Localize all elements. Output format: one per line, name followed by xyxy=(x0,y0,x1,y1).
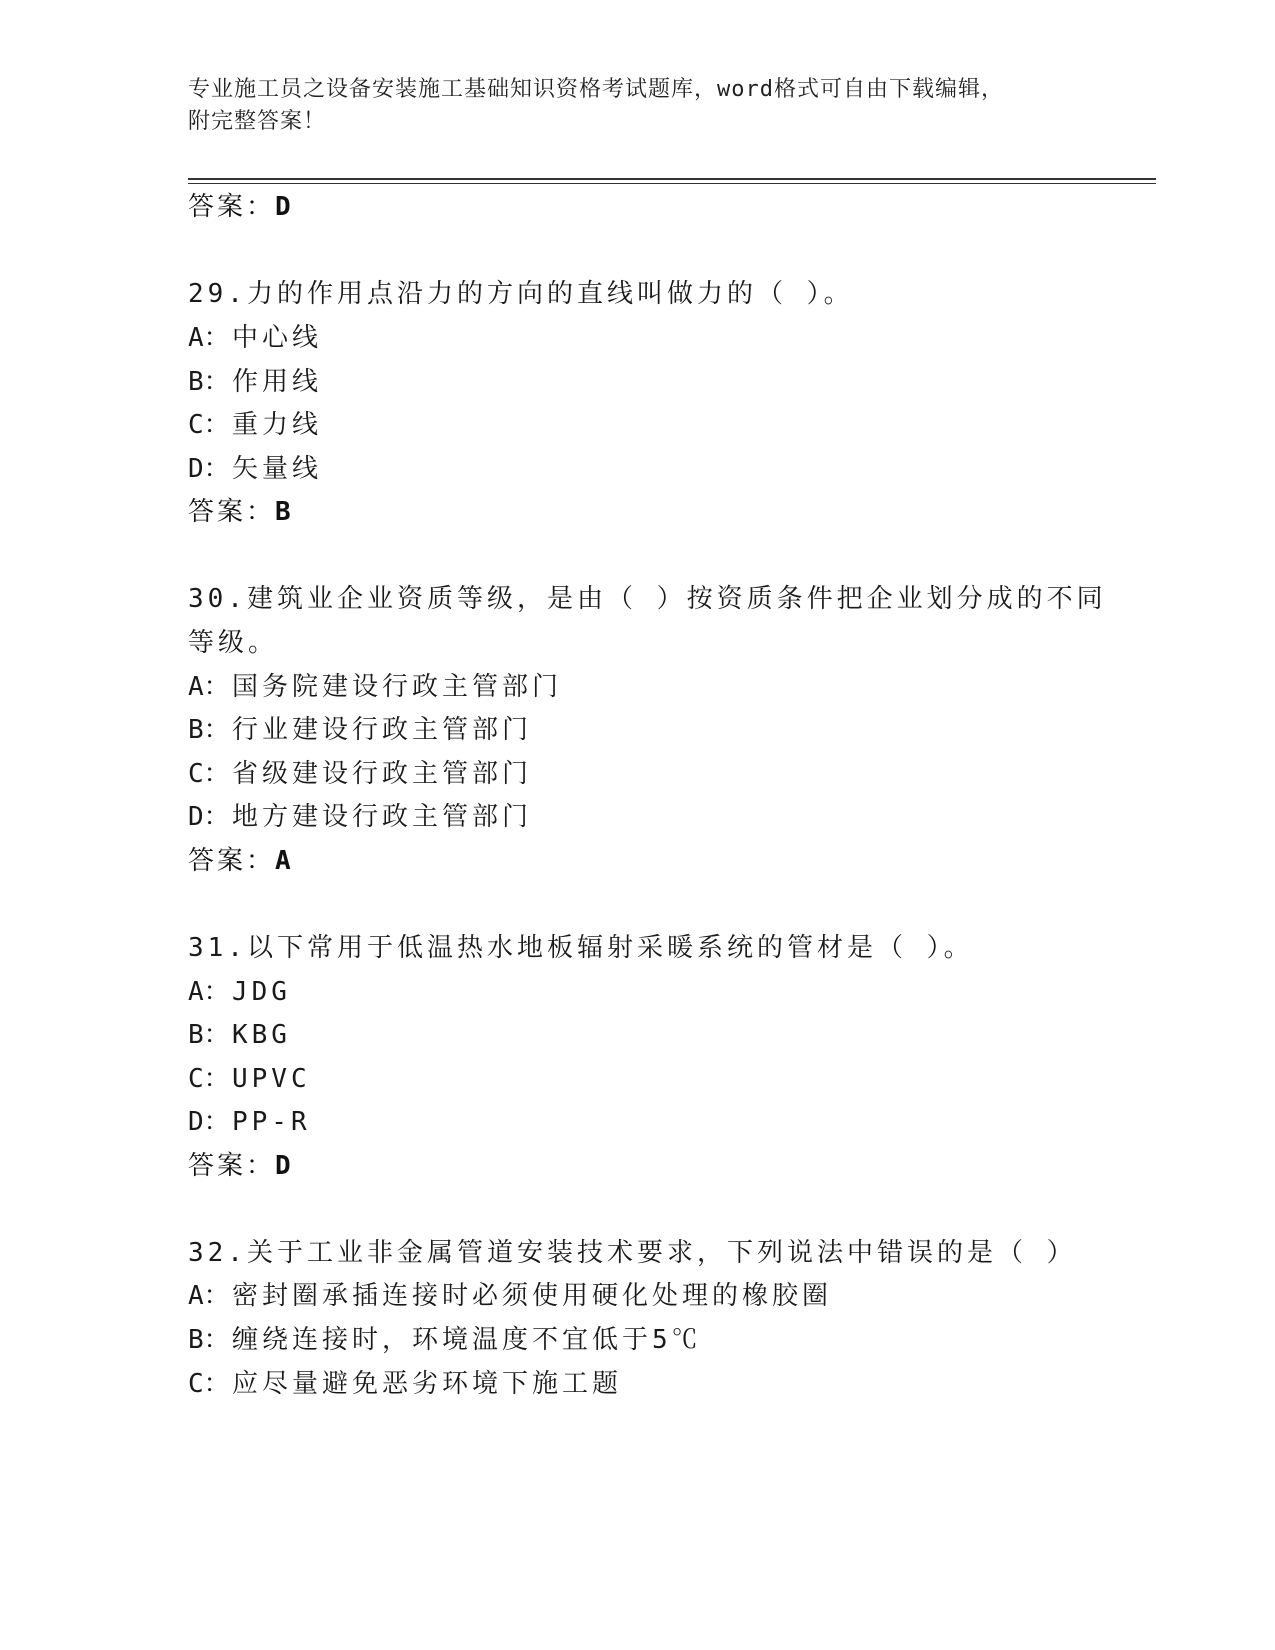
option-text: 应尽量避免恶劣环境下施工题 xyxy=(232,1369,623,1399)
option-item xyxy=(188,666,562,703)
option-item xyxy=(188,1058,311,1095)
answer-prefix: 答案： xyxy=(188,497,276,527)
answer-prefix: 答案： xyxy=(188,846,276,876)
question-stem: 30.建筑业企业资质等级，是由（ ）按资质条件把企业划分成的不同 xyxy=(188,584,1107,614)
option-item xyxy=(188,317,322,354)
header-line-1: 专业施工员之设备安装施工基础知识资格考试题库，word格式可自由下载编辑， xyxy=(188,77,1004,102)
option-item xyxy=(188,1363,622,1400)
answer-value: A xyxy=(275,846,291,876)
option-label: C： xyxy=(188,1369,230,1399)
option-text: 国务院建设行政主管部门 xyxy=(232,672,563,702)
option-label: A： xyxy=(188,977,230,1007)
option-label: D： xyxy=(188,1107,230,1137)
option-text: 作用线 xyxy=(232,367,323,397)
option-label: B： xyxy=(188,1020,230,1050)
option-text: KBG xyxy=(232,1020,291,1050)
answer-value: D xyxy=(275,192,291,222)
option-label: B： xyxy=(188,367,230,397)
option-item xyxy=(188,796,532,833)
question-stem: 31.以下常用于低温热水地板辐射采暖系统的管材是（ ）。 xyxy=(188,933,974,963)
question-stem: 32.关于工业非金属管道安装技术要求，下列说法中错误的是（ ） xyxy=(188,1238,1077,1268)
option-item xyxy=(188,448,322,485)
answer-value: B xyxy=(275,497,291,527)
option-text: PP-R xyxy=(232,1107,311,1137)
option-text: 缠绕连接时，环境温度不宜低于5℃ xyxy=(232,1325,702,1355)
option-text: 行业建设行政主管部门 xyxy=(232,715,533,745)
option-text: 矢量线 xyxy=(232,454,323,484)
option-label: A： xyxy=(188,1281,230,1311)
option-label: A： xyxy=(188,323,230,353)
answer-line xyxy=(188,491,291,528)
answer-line xyxy=(188,186,291,223)
option-text: 中心线 xyxy=(232,323,323,353)
option-item xyxy=(188,971,291,1008)
option-label: C： xyxy=(188,759,230,789)
answer-prefix: 答案： xyxy=(188,192,276,222)
option-text: 省级建设行政主管部门 xyxy=(232,759,533,789)
option-text: 地方建设行政主管部门 xyxy=(232,802,533,832)
option-item xyxy=(188,1101,311,1138)
option-item xyxy=(188,1014,291,1051)
option-label: C： xyxy=(188,410,230,440)
header-divider xyxy=(188,178,1156,184)
option-item xyxy=(188,753,532,790)
answer-prefix: 答案： xyxy=(188,1151,276,1181)
option-text: 重力线 xyxy=(232,410,323,440)
header-line-2: 附完整答案！ xyxy=(188,109,327,134)
option-text: 密封圈承插连接时必须使用硬化处理的橡胶圈 xyxy=(232,1281,833,1311)
option-label: D： xyxy=(188,802,230,832)
option-item xyxy=(188,1319,702,1356)
option-label: B： xyxy=(188,1325,230,1355)
option-item xyxy=(188,404,322,441)
answer-value: D xyxy=(275,1151,291,1181)
option-label: D： xyxy=(188,454,230,484)
option-item xyxy=(188,1275,832,1312)
option-text: UPVC xyxy=(232,1064,311,1094)
answer-line xyxy=(188,1145,291,1182)
question-stem: 29.力的作用点沿力的方向的直线叫做力的（ ）。 xyxy=(188,279,854,309)
page-header xyxy=(188,74,1088,138)
option-item xyxy=(188,709,532,746)
answer-line xyxy=(188,840,291,877)
option-label: C： xyxy=(188,1064,230,1094)
option-text: JDG xyxy=(232,977,291,1007)
option-label: B： xyxy=(188,715,230,745)
option-label: A： xyxy=(188,672,230,702)
question-stem-continued: 等级。 xyxy=(188,628,279,658)
option-item xyxy=(188,361,322,398)
